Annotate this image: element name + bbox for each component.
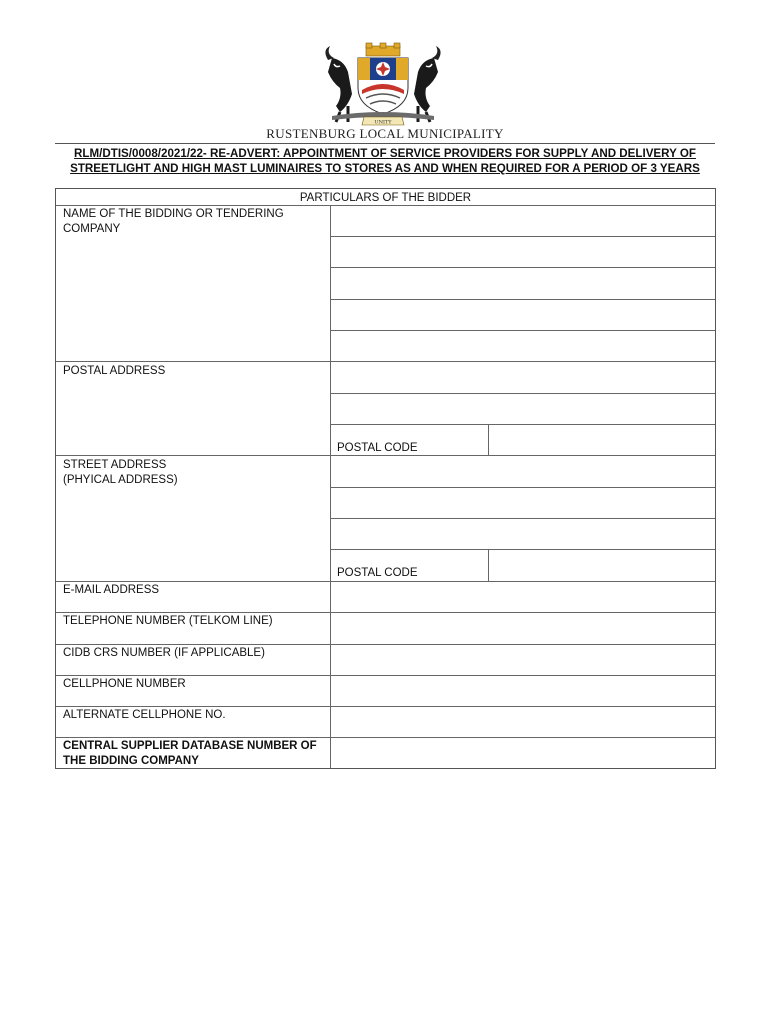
street-address-label [63, 458, 178, 488]
telephone-field[interactable] [331, 613, 715, 644]
postal-address-label: POSTAL ADDRESS [63, 365, 166, 377]
alt-cellphone-field[interactable] [331, 707, 715, 737]
shield [358, 58, 408, 114]
bidder-particulars-form [55, 188, 716, 769]
company-name-label-line-2: COMPANY [63, 223, 121, 235]
postal-address-field-2[interactable] [331, 394, 715, 424]
crown [366, 43, 400, 56]
motto-ribbon [362, 117, 404, 126]
postal-code-field[interactable] [489, 425, 715, 455]
company-name-field-3[interactable] [331, 268, 715, 299]
postal-code-label: POSTAL CODE [337, 442, 418, 454]
section-title: PARTICULARS OF THE BIDDER [299, 192, 472, 204]
right-antelope-supporter [414, 46, 441, 122]
csd-number-field[interactable] [331, 738, 715, 768]
municipality-name: RUSTENBURG LOCAL MUNICIPALITY [266, 126, 504, 141]
company-name-field-5[interactable] [331, 331, 715, 361]
company-name-field-4[interactable] [331, 300, 715, 330]
tender-title-line-1: RLM/DTIS/0008/2021/22- RE-ADVERT: APPOINTMENT OF SERVICE PROVIDERS FOR SUPPLY AND DELIVERY OF [74, 147, 696, 160]
csd-number-label-line-1: CENTRAL SUPPLIER DATABASE NUMBER OF [63, 740, 317, 752]
cellphone-field[interactable] [331, 676, 715, 706]
company-name-field-2[interactable] [331, 237, 715, 267]
tender-title-line-2: STREETLIGHT AND HIGH MAST LUMINAIRES TO STORES AS AND WHEN REQUIRED FOR A PERIOD OF 3 YEARS [70, 162, 700, 175]
street-address-label-line-2: (PHYICAL ADDRESS) [63, 474, 178, 486]
cidb-label: CIDB CRS NUMBER (IF APPLICABLE) [63, 647, 265, 659]
municipality-crest-logo [318, 42, 448, 126]
street-address-field-1[interactable] [331, 456, 715, 487]
street-address-field-3[interactable] [331, 519, 715, 549]
street-postal-code-field[interactable] [489, 550, 715, 581]
telephone-label: TELEPHONE NUMBER (TELKOM LINE) [63, 615, 273, 627]
header-divider [55, 143, 715, 144]
alt-cellphone-label: ALTERNATE CELLPHONE NO. [63, 709, 226, 721]
street-address-field-2[interactable] [331, 488, 715, 518]
company-name-field-1[interactable] [331, 206, 715, 236]
company-name-label [63, 207, 284, 237]
left-antelope-supporter [325, 46, 352, 122]
postal-address-field-1[interactable] [331, 362, 715, 393]
cidb-field[interactable] [331, 645, 715, 675]
motto-text: UNITY [374, 119, 392, 126]
company-name-label-line-1: NAME OF THE BIDDING OR TENDERING [63, 208, 284, 220]
email-field[interactable] [331, 582, 715, 612]
cellphone-label: CELLPHONE NUMBER [63, 678, 186, 690]
email-label: E-MAIL ADDRESS [63, 584, 160, 596]
csd-number-label-line-2: THE BIDDING COMPANY [63, 755, 199, 767]
street-postal-code-label: POSTAL CODE [337, 567, 418, 579]
csd-number-label [63, 739, 317, 769]
tender-title [55, 146, 715, 176]
street-address-label-line-1: STREET ADDRESS [63, 459, 167, 471]
